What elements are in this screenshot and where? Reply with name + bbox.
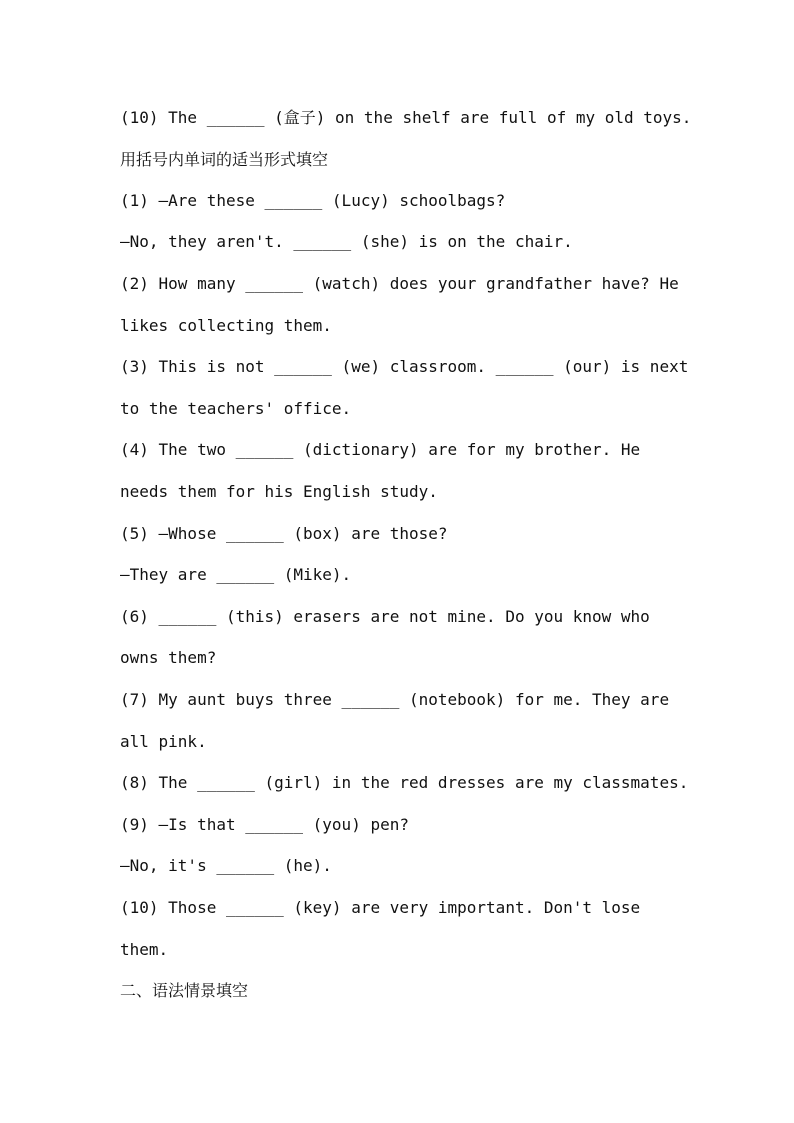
question-8-line-1: (8) The ______ (girl) in the red dresses are my classmates.	[120, 773, 689, 792]
question-2-line-2: likes collecting them.	[120, 316, 332, 335]
question-4-line-1: (4) The two ______ (dictionary) are for my brother. He	[120, 440, 641, 459]
question-7-line-2: all pink.	[120, 732, 207, 751]
question-9-line-2: —No, it's ______ (he).	[120, 856, 332, 875]
question-10-line-1: (10) Those ______ (key) are very important. Don't lose	[120, 898, 641, 917]
question-3-line-2: to the teachers' office.	[120, 399, 352, 418]
question-5-line-2: —They are ______ (Mike).	[120, 565, 352, 584]
question-prev-10: (10) The ______ (盒子) on the shelf are full of my old toys.	[120, 108, 692, 127]
question-4-line-2: needs them for his English study.	[120, 482, 438, 501]
question-6-line-1: (6) ______ (this) erasers are not mine. Do you know who	[120, 607, 650, 626]
question-1-line-1: (1) —Are these ______ (Lucy) schoolbags?	[120, 191, 506, 210]
question-3-line-1: (3) This is not ______ (we) classroom. ______ (our) is next	[120, 357, 689, 376]
section-instruction: 用括号内单词的适当形式填空	[120, 150, 329, 169]
section-heading-2: 二、语法情景填空	[120, 981, 249, 1000]
question-6-line-2: owns them?	[120, 648, 217, 667]
question-9-line-1: (9) —Is that ______ (you) pen?	[120, 815, 409, 834]
question-2-line-1: (2) How many ______ (watch) does your grandfather have? He	[120, 274, 679, 293]
question-5-line-1: (5) —Whose ______ (box) are those?	[120, 524, 448, 543]
question-7-line-1: (7) My aunt buys three ______ (notebook) for me. They are	[120, 690, 670, 709]
question-10-line-2: them.	[120, 940, 169, 959]
question-1-line-2: —No, they aren't. ______ (she) is on the chair.	[120, 232, 573, 251]
